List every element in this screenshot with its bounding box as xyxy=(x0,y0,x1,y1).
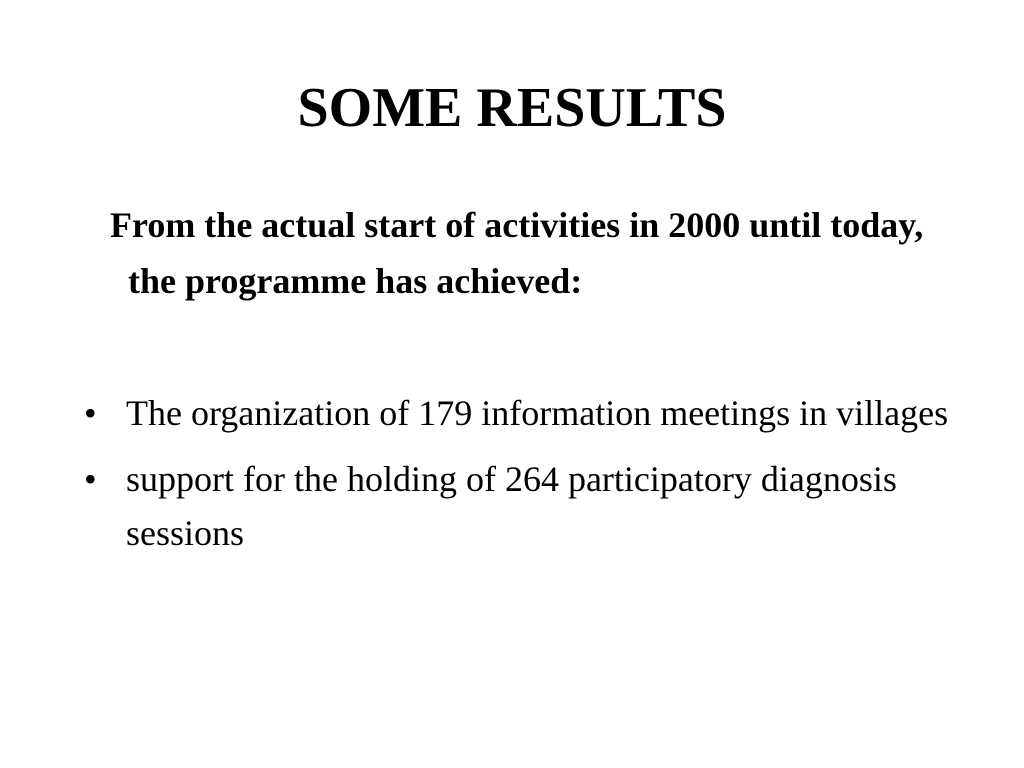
bullet-icon: • xyxy=(84,459,97,499)
slide-title: SOME RESULTS xyxy=(297,77,727,139)
bullet-text: support for the holding of 264 participatory diagnosis sessions xyxy=(126,459,897,553)
bullet-text: The organization of 179 information meetings in villages xyxy=(126,393,949,433)
bullet-icon: • xyxy=(84,393,97,433)
bullet-list xyxy=(84,386,964,572)
list-item xyxy=(84,386,964,440)
intro-text: From the actual start of activities in 2000 until today, the programme has achieved: xyxy=(110,205,924,301)
list-item xyxy=(84,452,964,560)
